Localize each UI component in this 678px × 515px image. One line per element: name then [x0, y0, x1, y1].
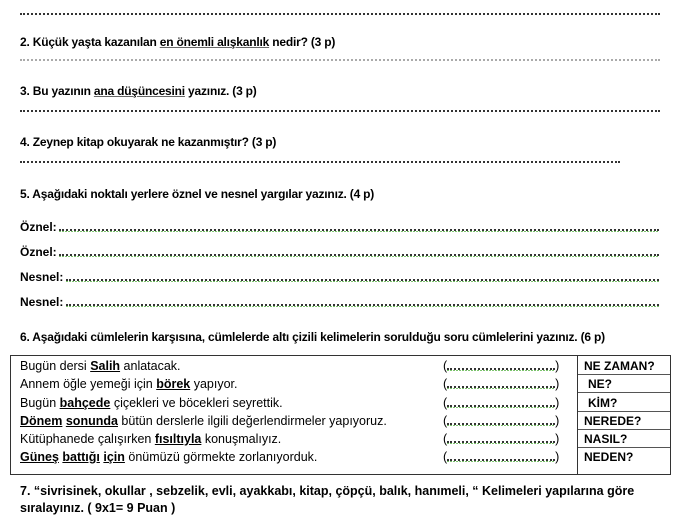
- sentence-text: Bugün dersi: [20, 359, 91, 373]
- question-6: 6. Aşağıdaki cümlelerin karşısına, cümlelerde altı çizili kelimelerin sorulduğu soru cümlelerini yazınız. (6 p): [20, 330, 605, 344]
- answer-divider: [578, 447, 670, 448]
- dotted-blank[interactable]: [447, 433, 555, 443]
- field-label-oznel-1: Öznel:: [20, 220, 57, 234]
- dotted-blank[interactable]: [447, 397, 555, 407]
- question-7-continued: sıralayınız. ( 9x1= 9 Puan ): [20, 501, 176, 515]
- answer-blank[interactable]: [443, 450, 559, 464]
- matching-table: [10, 355, 671, 475]
- sentence-text: konuşmalıyız.: [201, 432, 282, 446]
- open-paren: (: [443, 359, 448, 373]
- sentence-row: [20, 414, 387, 428]
- open-paren: (: [443, 414, 448, 428]
- field-label-nesnel-1: Nesnel:: [20, 270, 64, 284]
- question-word-option: KİM?: [588, 396, 618, 410]
- close-paren: ): [555, 432, 560, 446]
- question-3-underlined: ana düşüncesini: [93, 84, 185, 98]
- open-paren: (: [443, 432, 448, 446]
- answer-blank[interactable]: [443, 359, 559, 373]
- question-5: 5. Aşağıdaki noktalı yerlere öznel ve nesnel yargılar yazınız. (4 p): [20, 187, 375, 201]
- sentence-row: [20, 396, 283, 410]
- close-paren: ): [555, 359, 560, 373]
- underlined-word: fısıltıyla: [154, 432, 202, 446]
- underlined-word: Salih: [90, 359, 121, 373]
- sentence-row: [20, 377, 237, 391]
- underlined-word: battığı: [62, 450, 100, 464]
- close-paren: ): [555, 377, 560, 391]
- underlined-word: börek: [156, 377, 191, 391]
- question-2-suffix: nedir? (3 p): [269, 35, 336, 49]
- close-paren: ): [555, 450, 560, 464]
- close-paren: ): [555, 396, 560, 410]
- answer-divider: [578, 429, 670, 430]
- open-paren: (: [443, 396, 448, 410]
- dotted-blank[interactable]: [447, 451, 555, 461]
- open-paren: (: [443, 450, 448, 464]
- underlined-word: için: [103, 450, 125, 464]
- answer-blank[interactable]: [443, 414, 559, 428]
- underlined-word: Güneş: [20, 450, 59, 464]
- answer-divider: [578, 411, 670, 412]
- sentence-text: çiçekleri ve böcekleri seyrettik.: [110, 396, 283, 410]
- close-paren: ): [555, 414, 560, 428]
- field-label-oznel-2: Öznel:: [20, 245, 57, 259]
- question-word-option: NE ZAMAN?: [584, 359, 655, 373]
- question-4: 4. Zeynep kitap okuyarak ne kazanmıştır? (3 p): [20, 135, 277, 149]
- open-paren: (: [443, 377, 448, 391]
- answer-blank[interactable]: [443, 377, 559, 391]
- sentence-text: önümüzü görmekte zorlanıyorduk.: [124, 450, 318, 464]
- question-2-prefix: 2. Küçük yaşta kazanılan: [20, 35, 160, 49]
- sentence-row: [20, 432, 281, 446]
- answer-line-oznel-1[interactable]: [59, 226, 659, 231]
- question-3-prefix: 3. Bu yazının: [20, 84, 94, 98]
- sentence-text: Annem öğle yemeği için: [20, 377, 157, 391]
- sentence-row: [20, 450, 317, 464]
- answer-divider: [578, 374, 670, 375]
- answer-divider: [578, 392, 670, 393]
- underlined-word: bahçede: [59, 396, 111, 410]
- answer-line-oznel-2[interactable]: [59, 251, 659, 256]
- sentence-text: Bugün: [20, 396, 60, 410]
- question-3-suffix: yazınız. (3 p): [184, 84, 257, 98]
- question-2: [20, 35, 335, 49]
- sentence-text: bütün derslerle ilgili değerlendirmeler yapıyoruz.: [117, 414, 387, 428]
- question-2-underlined: en önemli alışkanlık: [159, 35, 270, 49]
- question-7: 7. “sivrisinek, okullar , sebzelik, evli, ayakkabı, kitap, çöpçü, balık, hanımeli, “ Kelimeleri yapılarına göre: [20, 484, 635, 498]
- sentence-row: [20, 359, 181, 373]
- answer-line-q2[interactable]: [20, 56, 660, 61]
- sentence-text: yapıyor.: [190, 377, 238, 391]
- answer-line-q3[interactable]: [20, 107, 660, 112]
- question-3: [20, 84, 257, 98]
- answer-line-nesnel-1[interactable]: [66, 276, 659, 281]
- answer-line-q4[interactable]: [20, 158, 620, 163]
- underlined-word: Dönem: [20, 414, 63, 428]
- answer-blank[interactable]: [443, 396, 559, 410]
- question-word-option: NE?: [588, 377, 612, 391]
- dotted-blank[interactable]: [447, 415, 555, 425]
- underlined-word: sonunda: [65, 414, 118, 428]
- answer-blank[interactable]: [443, 432, 559, 446]
- sentence-text: Kütüphanede çalışırken: [20, 432, 155, 446]
- question-word-option: NEREDE?: [584, 414, 642, 428]
- field-label-nesnel-2: Nesnel:: [20, 295, 64, 309]
- question-word-option: NEDEN?: [584, 450, 634, 464]
- question-word-option: NASIL?: [584, 432, 628, 446]
- dotted-blank[interactable]: [447, 360, 555, 370]
- answer-line-q1[interactable]: [20, 10, 660, 15]
- dotted-blank[interactable]: [447, 378, 555, 388]
- answer-line-nesnel-2[interactable]: [66, 301, 659, 306]
- sentence-text: anlatacak.: [120, 359, 181, 373]
